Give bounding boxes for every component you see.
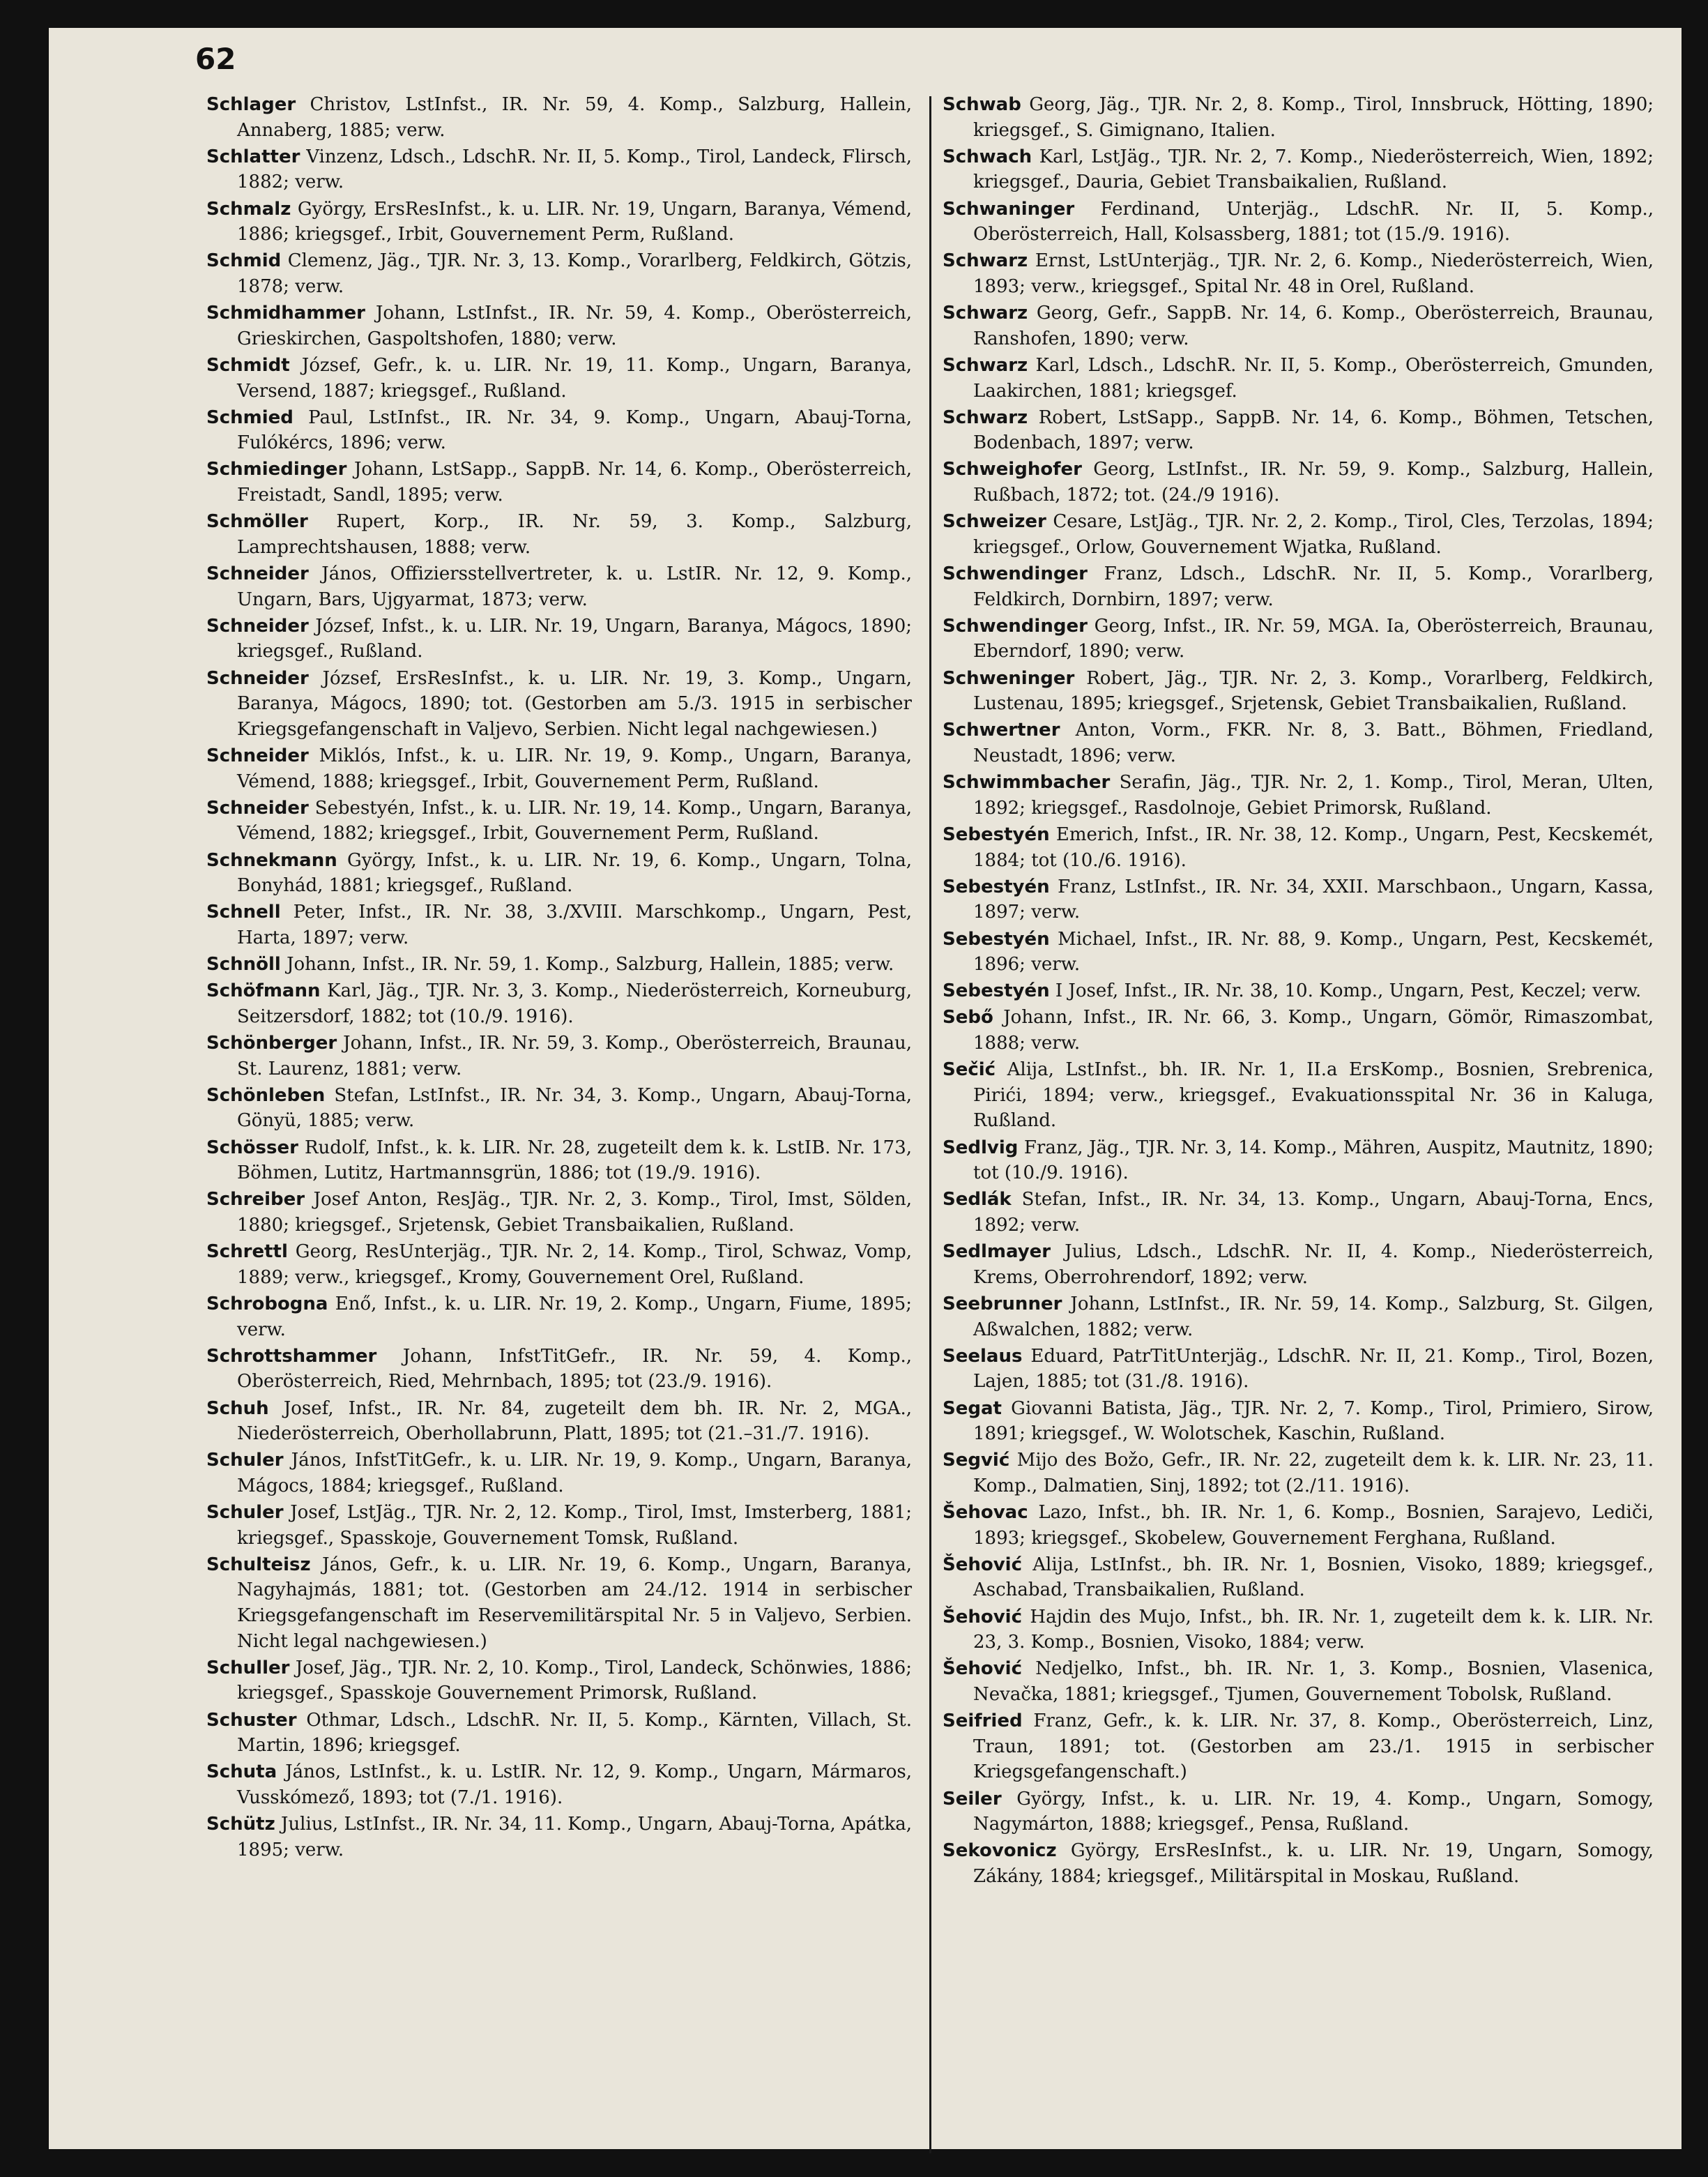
list-item — [206, 1655, 912, 1706]
entry-surname: Seiler — [943, 1788, 1002, 1810]
entry-details: Rudolf, Infst., k. k. LIR. Nr. 28, zugeteilt dem k. k. LstIB. Nr. 173, Böhmen, Lutitz, Hartmannsgrün, 1886; tot (19./9. 1916). — [237, 1137, 912, 1184]
entry-details: Stefan, LstInfst., IR. Nr. 34, 3. Komp., Ungarn, Abauj-Torna, Gönyü, 1885; verw. — [237, 1084, 913, 1132]
entry-surname: Sebestyén — [943, 928, 1050, 950]
list-item — [943, 144, 1654, 195]
entry-details: Josef Anton, ResJäg., TJR. Nr. 2, 3. Komp., Tirol, Imst, Sölden, 1880; kriegsgef., Srjetensk, Gebiet Transbaikalien, Rußland. — [237, 1189, 912, 1236]
entry-details: Othmar, Ldsch., LdschR. Nr. II, 5. Komp., Kärnten, Villach, St. Martin, 1896; kriegsgef. — [237, 1709, 912, 1757]
entry-details: Hajdin des Mujo, Infst., bh. IR. Nr. 1, zugeteilt dem k. k. LIR. Nr. 23, 3. Komp., Bosnien, Visoko, 1884; verw. — [973, 1606, 1654, 1653]
entry-surname: Seebrunner — [943, 1293, 1062, 1314]
entry-details: Miklós, Infst., k. u. LIR. Nr. 19, 9. Komp., Ungarn, Baranya, Vémend, 1888; kriegsgef., Irbit, Gouvernement Perm, Rußland. — [237, 745, 912, 792]
entry-details: Georg, Gefr., SappB. Nr. 14, 6. Komp., Oberösterreich, Braunau, Ranshofen, 1890; verw. — [973, 303, 1654, 349]
entry-surname: Schmid — [206, 250, 282, 272]
entry-details: Julius, LstInfst., IR. Nr. 34, 11. Komp., Ungarn, Abauj-Torna, Apátka, 1895; verw. — [237, 1814, 912, 1860]
list-item — [943, 1135, 1654, 1186]
entry-details: Johann, Infst., IR. Nr. 59, 1. Komp., Salzburg, Hallein, 1885; verw. — [287, 954, 894, 976]
list-item — [206, 92, 912, 143]
entry-details: Franz, LstInfst., IR. Nr. 34, XXII. Marschbaon., Ungarn, Kassa, 1897; verw. — [973, 876, 1654, 923]
entry-surname: Segvić — [943, 1450, 1010, 1471]
entry-details: Georg, Jäg., TJR. Nr. 2, 8. Komp., Tirol, Innsbruck, Hötting, 1890; kriegsgef., S. Gimignano, Italien. — [973, 94, 1654, 141]
entry-surname: Schrottshammer — [206, 1345, 377, 1367]
entry-surname: Sedlvig — [943, 1137, 1019, 1158]
list-item — [943, 561, 1654, 612]
list-item — [943, 92, 1654, 143]
list-item — [206, 457, 912, 508]
entry-details: Johann, Infst., IR. Nr. 59, 3. Komp., Oberösterreich, Braunau, St. Laurenz, 1881; verw. — [237, 1033, 912, 1079]
scan-edge-right — [1682, 0, 1708, 2177]
list-item — [943, 1708, 1654, 1785]
list-item — [943, 770, 1654, 821]
column-divider — [929, 96, 931, 2153]
entry-details: Eduard, PatrTitUnterjäg., LdschR. Nr. II, 21. Komp., Tirol, Bozen, Lajen, 1885; tot (31./8. 1916). — [973, 1345, 1654, 1393]
entry-surname: Schneider — [206, 745, 309, 766]
entry-surname: Schreiber — [206, 1189, 305, 1211]
list-item — [943, 666, 1654, 717]
list-item — [206, 848, 912, 899]
list-item — [943, 1344, 1654, 1395]
entry-details: Anton, Vorm., FKR. Nr. 8, 3. Batt., Böhmen, Friedland, Neustadt, 1896; verw. — [973, 720, 1654, 766]
entry-surname: Segat — [943, 1397, 1002, 1419]
entry-details: Ferdinand, Unterjäg., LdschR. Nr. II, 5. Komp., Oberösterreich, Hall, Kolsassberg, 1881; tot (15./9. 1916). — [973, 198, 1654, 245]
entry-surname: Schweninger — [943, 667, 1075, 689]
entry-surname: Schwendinger — [943, 615, 1088, 637]
entry-details: Johann, LstSapp., SappB. Nr. 14, 6. Komp., Oberösterreich, Freistadt, Sandl, 1895; verw. — [237, 459, 912, 506]
list-item — [206, 1083, 912, 1134]
list-item — [943, 248, 1654, 299]
list-item — [943, 1500, 1654, 1551]
entry-surname: Seelaus — [943, 1345, 1023, 1367]
entry-details: Giovanni Batista, Jäg., TJR. Nr. 2, 7. Komp., Tirol, Primiero, Sirow, 1891; kriegsgef., W. Wolotschek, Kaschin, Rußland. — [973, 1397, 1654, 1445]
entry-surname: Schwarz — [943, 407, 1028, 428]
entry-surname: Seifried — [943, 1710, 1023, 1732]
entry-details: Johann, LstInfst., IR. Nr. 59, 4. Komp., Oberösterreich, Grieskirchen, Gaspoltshofen, 1880; verw. — [237, 303, 913, 349]
entry-details: János, Gefr., k. u. LIR. Nr. 19, 6. Komp., Ungarn, Baranya, Nagyhajmás, 1881; tot. (Gestorben am 24./12. 1914 in serbischer Kriegsgefangenschaft im Reservemilitärspital Nr. 5 in Valjevo, Serbien. Nicht legal nachgewiesen.) — [237, 1554, 913, 1652]
entry-surname: Šehovac — [943, 1502, 1028, 1524]
entry-surname: Schwendinger — [943, 563, 1088, 585]
entry-surname: Schrettl — [206, 1241, 288, 1263]
list-item — [943, 1787, 1654, 1837]
list-item — [943, 1605, 1654, 1655]
list-item — [943, 927, 1654, 978]
entry-surname: Schuler — [206, 1502, 284, 1524]
list-item — [943, 509, 1654, 560]
entry-details: Josef, Infst., IR. Nr. 84, zugeteilt dem bh. IR. Nr. 2, MGA., Niederösterreich, Oberhollabrunn, Platt, 1895; tot (21.–31./7. 1916). — [237, 1397, 912, 1445]
scan-edge-top — [0, 0, 1708, 28]
list-item — [943, 1448, 1654, 1499]
entry-details: Rupert, Korp., IR. Nr. 59, 3. Komp., Salzburg, Lamprechtshausen, 1888; verw. — [237, 511, 913, 558]
list-item — [943, 822, 1654, 873]
entry-surname: Schmiedinger — [206, 459, 347, 480]
entry-surname: Schönberger — [206, 1033, 337, 1054]
list-item — [943, 874, 1654, 925]
list-item — [206, 353, 912, 404]
entry-surname: Schmöller — [206, 511, 308, 533]
page-number: 62 — [195, 42, 236, 76]
entry-surname: Schnöll — [206, 954, 281, 976]
list-item — [206, 509, 912, 560]
entry-surname: Sečić — [943, 1059, 996, 1081]
list-item — [206, 1187, 912, 1238]
entry-details: Franz, Jäg., TJR. Nr. 3, 14. Komp., Mähren, Auspitz, Mautnitz, 1890; tot (10./9. 1916). — [973, 1137, 1654, 1184]
entry-details: Karl, Jäg., TJR. Nr. 3, 3. Komp., Niederösterreich, Korneuburg, Seitzersdorf, 1882; tot (10./9. 1916). — [237, 980, 912, 1027]
entry-details: Ernst, LstUnterjäg., TJR. Nr. 2, 6. Komp., Niederösterreich, Wien, 1893; verw., kriegsgef., Spital Nr. 48 in Orel, Rußland. — [973, 250, 1654, 297]
entry-surname: Schwaninger — [943, 198, 1075, 220]
list-item — [206, 1759, 912, 1810]
entry-details: Karl, Ldsch., LdschR. Nr. II, 5. Komp., Oberösterreich, Gmunden, Laakirchen, 1881; kriegsgef. — [973, 354, 1654, 402]
entry-details: Josef, Jäg., TJR. Nr. 2, 10. Komp., Tirol, Landeck, Schönwies, 1886; kriegsgef., Spasskoje Gouvernement Primorsk, Rußland. — [237, 1657, 913, 1704]
entry-details: Nedjelko, Infst., bh. IR. Nr. 1, 3. Komp., Bosnien, Vlasenica, Nevačka, 1881; kriegsgef., Tjumen, Gouvernement Tobolsk, Rußland. — [973, 1658, 1654, 1706]
entry-details: János, Offiziersstellvertreter, k. u. LstIR. Nr. 12, 9. Komp., Ungarn, Bars, Ujgyarmat, 1873; verw. — [237, 563, 912, 610]
scan-edge-left — [0, 0, 49, 2177]
list-item — [943, 197, 1654, 248]
entry-details: Clemenz, Jäg., TJR. Nr. 3, 13. Komp., Vorarlberg, Feldkirch, Götzis, 1878; verw. — [237, 250, 912, 297]
list-item — [206, 248, 912, 299]
entry-details: György, Infst., k. u. LIR. Nr. 19, 6. Komp., Ungarn, Tolna, Bonyhád, 1881; kriegsgef., Rußland. — [237, 849, 913, 897]
entry-surname: Schneider — [206, 797, 309, 819]
list-item — [943, 353, 1654, 404]
list-item — [943, 1291, 1654, 1342]
list-item — [206, 1031, 912, 1082]
entry-surname: Schlager — [206, 94, 296, 115]
list-item — [206, 1344, 912, 1395]
entry-surname: Schnekmann — [206, 849, 337, 871]
entry-details: Karl, LstJäg., TJR. Nr. 2, 7. Komp., Niederösterreich, Wien, 1892; kriegsgef., Dauria, Gebiet Transbaikalien, Rußland. — [973, 146, 1654, 193]
list-item — [206, 796, 912, 847]
entry-surname: Schwarz — [943, 354, 1028, 376]
entry-details: Franz, Gefr., k. k. LIR. Nr. 37, 8. Komp., Oberösterreich, Linz, Traun, 1891; tot. (Gestorben am 23./1. 1915 in serbischer Kriegsgefangenschaft.) — [973, 1710, 1654, 1783]
entry-details: Emerich, Infst., IR. Nr. 38, 12. Komp., Ungarn, Pest, Kecskemét, 1884; tot (10./6. 1916). — [973, 824, 1654, 871]
entry-details: Josef, LstJäg., TJR. Nr. 2, 12. Komp., Tirol, Imst, Imsterberg, 1881; kriegsgef., Spasskoje, Gouvernement Tomsk, Rußland. — [237, 1502, 912, 1549]
entry-details: Mijo des Božo, Gefr., IR. Nr. 22, zugeteilt dem k. k. LIR. Nr. 23, 11. Komp., Dalmatien, Sinj, 1892; tot (2./11. 1916). — [973, 1450, 1654, 1496]
entry-details: Alija, LstInfst., bh. IR. Nr. 1, II.a ErsKomp., Bosnien, Srebrenica, Pirići, 1894; verw., kriegsgef., Evakuationsspital Nr. 36 in Kaluga, Rußland. — [973, 1059, 1654, 1132]
list-item — [206, 1500, 912, 1551]
entry-details: Georg, LstInfst., IR. Nr. 59, 9. Komp., Salzburg, Hallein, Rußbach, 1872; tot. (24./9 1916). — [973, 459, 1654, 506]
entry-details: Robert, Jäg., TJR. Nr. 2, 3. Komp., Vorarlberg, Feldkirch, Lustenau, 1895; kriegsgef., Srjetensk, Gebiet Transbaikalien, Rußland. — [973, 667, 1654, 715]
list-item — [206, 614, 912, 665]
list-item — [206, 197, 912, 248]
entry-surname: Schweighofer — [943, 459, 1082, 480]
list-item — [206, 1396, 912, 1447]
entry-details: György, ErsResInfst., k. u. LIR. Nr. 19, Ungarn, Baranya, Vémend, 1886; kriegsgef., Irbit, Gouvernement Perm, Rußland. — [237, 198, 913, 245]
entry-details: József, Infst., k. u. LIR. Nr. 19, Ungarn, Baranya, Mágocs, 1890; kriegsgef., Rußland. — [237, 615, 913, 662]
entry-surname: Sedlák — [943, 1189, 1012, 1211]
scan-edge-bottom — [0, 2149, 1708, 2177]
right-column — [943, 92, 1654, 1890]
list-item — [206, 1708, 912, 1759]
list-item — [943, 301, 1654, 351]
entry-surname: Schönleben — [206, 1084, 326, 1106]
list-item — [206, 1135, 912, 1186]
list-item — [943, 457, 1654, 508]
list-item — [943, 1005, 1654, 1056]
entry-surname: Schmalz — [206, 198, 291, 220]
entry-details: Georg, ResUnterjäg., TJR. Nr. 2, 14. Komp., Tirol, Schwaz, Vomp, 1889; verw., kriegsgef., Kromy, Gouvernement Orel, Rußland. — [237, 1241, 912, 1288]
entry-surname: Schlatter — [206, 146, 300, 167]
entry-surname: Sekovonicz — [943, 1840, 1057, 1862]
list-item — [206, 1291, 912, 1342]
entry-surname: Schmidhammer — [206, 303, 365, 324]
entry-details: Christov, LstInfst., IR. Nr. 59, 4. Komp., Salzburg, Hallein, Annaberg, 1885; verw. — [237, 94, 912, 141]
list-item — [943, 1552, 1654, 1603]
list-item — [206, 144, 912, 195]
entry-surname: Sebestyén — [943, 824, 1050, 845]
entry-details: Sebestyén, Infst., k. u. LIR. Nr. 19, 14. Komp., Ungarn, Baranya, Vémend, 1882; kriegsgef., Irbit, Gouvernement Perm, Rußland. — [237, 797, 912, 844]
entry-details: Lazo, Infst., bh. IR. Nr. 1, 6. Komp., Bosnien, Sarajevo, Lediči, 1893; kriegsgef., Skobelew, Gouvernement Ferghana, Rußland. — [973, 1502, 1654, 1549]
list-item — [943, 1396, 1654, 1447]
entry-surname: Schmidt — [206, 354, 290, 376]
list-item — [943, 614, 1654, 665]
list-item — [943, 1838, 1654, 1889]
entry-details: Vinzenz, Ldsch., LdschR. Nr. II, 5. Komp., Tirol, Landeck, Flirsch, 1882; verw. — [237, 146, 913, 193]
entry-surname: Sebestyén — [943, 876, 1050, 897]
entry-details: Enő, Infst., k. u. LIR. Nr. 19, 2. Komp., Ungarn, Fiume, 1895; verw. — [237, 1293, 912, 1340]
entry-surname: Šehović — [943, 1658, 1023, 1680]
list-item — [206, 1239, 912, 1290]
entry-surname: Schösser — [206, 1137, 298, 1158]
entry-details: Johann, LstInfst., IR. Nr. 59, 14. Komp., Salzburg, St. Gilgen, Aßwalchen, 1882; verw. — [973, 1293, 1654, 1340]
list-item — [943, 718, 1654, 768]
entry-details: József, ErsResInfst., k. u. LIR. Nr. 19, 3. Komp., Ungarn, Baranya, Mágocs, 1890; tot. (Gestorben am 5./3. 1915 in serbischer Kriegsgefangenschaft in Valjevo, Serbien. Nicht legal nachgewiesen.) — [237, 667, 913, 740]
entry-surname: Schwab — [943, 94, 1021, 115]
entry-surname: Schneider — [206, 563, 309, 585]
left-column — [206, 92, 912, 1864]
entry-surname: Schwach — [943, 146, 1032, 167]
list-item — [206, 1552, 912, 1654]
entry-details: Michael, Infst., IR. Nr. 88, 9. Komp., Ungarn, Pest, Kecskemét, 1896; verw. — [973, 928, 1654, 976]
entry-surname: Schrobogna — [206, 1293, 328, 1314]
list-item — [206, 743, 912, 794]
entry-surname: Schulteisz — [206, 1554, 311, 1575]
entry-surname: Schuler — [206, 1450, 284, 1471]
list-item — [943, 978, 1654, 1004]
entry-surname: Schwarz — [943, 250, 1028, 272]
list-item — [206, 978, 912, 1029]
list-item — [943, 1057, 1654, 1134]
entry-details: Julius, Ldsch., LdschR. Nr. II, 4. Komp., Niederösterreich, Krems, Oberrohrendorf, 1892; verw. — [973, 1241, 1654, 1288]
entry-surname: Schwertner — [943, 720, 1060, 741]
entry-surname: Schuh — [206, 1397, 269, 1419]
entry-surname: Schuster — [206, 1709, 297, 1731]
list-item — [943, 1656, 1654, 1707]
entry-surname: Sedlmayer — [943, 1241, 1051, 1263]
entry-details: Georg, Infst., IR. Nr. 59, MGA. Ia, Oberösterreich, Braunau, Eberndorf, 1890; verw. — [973, 615, 1654, 662]
entry-details: Paul, LstInfst., IR. Nr. 34, 9. Komp., Ungarn, Abauj-Torna, Fulókércs, 1896; verw. — [237, 407, 913, 454]
entry-surname: Schwimmbacher — [943, 772, 1111, 794]
entry-details: Serafin, Jäg., TJR. Nr. 2, 1. Komp., Tirol, Meran, Ulten, 1892; kriegsgef., Rasdolnoje, Gebiet Primorsk, Rußland. — [973, 772, 1654, 819]
list-item — [943, 1239, 1654, 1290]
entry-details: Johann, InfstTitGefr., IR. Nr. 59, 4. Komp., Oberösterreich, Ried, Mehrnbach, 1895; tot (23./9. 1916). — [237, 1345, 913, 1393]
list-item — [206, 1812, 912, 1863]
entry-surname: Schweizer — [943, 511, 1046, 533]
list-item — [943, 1187, 1654, 1238]
list-item — [206, 666, 912, 743]
entry-surname: Sebő — [943, 1007, 993, 1029]
list-item — [943, 405, 1654, 456]
entry-surname: Schuta — [206, 1761, 277, 1783]
entry-surname: Šehović — [943, 1554, 1023, 1575]
entry-details: Robert, LstSapp., SappB. Nr. 14, 6. Komp., Böhmen, Tetschen, Bodenbach, 1897; verw. — [973, 407, 1654, 454]
entry-surname: Schütz — [206, 1814, 275, 1835]
entry-surname: Schwarz — [943, 303, 1028, 324]
entry-details: Peter, Infst., IR. Nr. 38, 3./XVIII. Marschkomp., Ungarn, Pest, Harta, 1897; verw. — [237, 902, 913, 948]
entry-surname: Schneider — [206, 615, 309, 637]
entry-surname: Schnell — [206, 902, 281, 923]
list-item — [206, 301, 912, 351]
list-item — [206, 952, 912, 978]
entry-details: György, Infst., k. u. LIR. Nr. 19, 4. Komp., Ungarn, Somogy, Nagymárton, 1888; kriegsgef., Pensa, Rußland. — [973, 1788, 1654, 1835]
entry-details: János, LstInfst., k. u. LstIR. Nr. 12, 9. Komp., Ungarn, Mármaros, Vusskómező, 1893; tot (7./1. 1916). — [237, 1761, 913, 1808]
entry-surname: Šehović — [943, 1606, 1023, 1628]
entry-surname: Schöfmann — [206, 980, 321, 1002]
entry-details: József, Gefr., k. u. LIR. Nr. 19, 11. Komp., Ungarn, Baranya, Versend, 1887; kriegsgef., Rußland. — [237, 354, 913, 402]
entry-surname: Schneider — [206, 667, 309, 689]
list-item — [206, 1448, 912, 1499]
list-item — [206, 405, 912, 456]
entry-details: Alija, LstInfst., bh. IR. Nr. 1, Bosnien, Visoko, 1889; kriegsgef., Aschabad, Transbaikalien, Rußland. — [973, 1554, 1654, 1601]
entry-details: Cesare, LstJäg., TJR. Nr. 2, 2. Komp., Tirol, Cles, Terzolas, 1894; kriegsgef., Orlow, Gouvernement Wjatka, Rußland. — [973, 511, 1654, 558]
entry-details: Johann, Infst., IR. Nr. 66, 3. Komp., Ungarn, Gömör, Rimaszombat, 1888; verw. — [973, 1007, 1654, 1054]
list-item — [206, 561, 912, 612]
entry-surname: Schuller — [206, 1657, 290, 1678]
entry-details: János, InfstTitGefr., k. u. LIR. Nr. 19, 9. Komp., Ungarn, Baranya, Mágocs, 1884; kriegsgef., Rußland. — [237, 1450, 913, 1496]
entry-surname: Schmied — [206, 407, 293, 428]
list-item — [206, 900, 912, 950]
entry-details: György, ErsResInfst., k. u. LIR. Nr. 19, Ungarn, Somogy, Zákány, 1884; kriegsgef., Militärspital in Moskau, Rußland. — [973, 1840, 1654, 1887]
entry-surname: Sebestyén — [943, 980, 1050, 1002]
entry-details: Franz, Ldsch., LdschR. Nr. II, 5. Komp., Vorarlberg, Feldkirch, Dornbirn, 1897; verw. — [973, 563, 1654, 610]
entry-details: I Josef, Infst., IR. Nr. 38, 10. Komp., Ungarn, Pest, Keczel; verw. — [1055, 980, 1642, 1002]
entry-details: Stefan, Infst., IR. Nr. 34, 13. Komp., Ungarn, Abauj-Torna, Encs, 1892; verw. — [973, 1189, 1654, 1236]
